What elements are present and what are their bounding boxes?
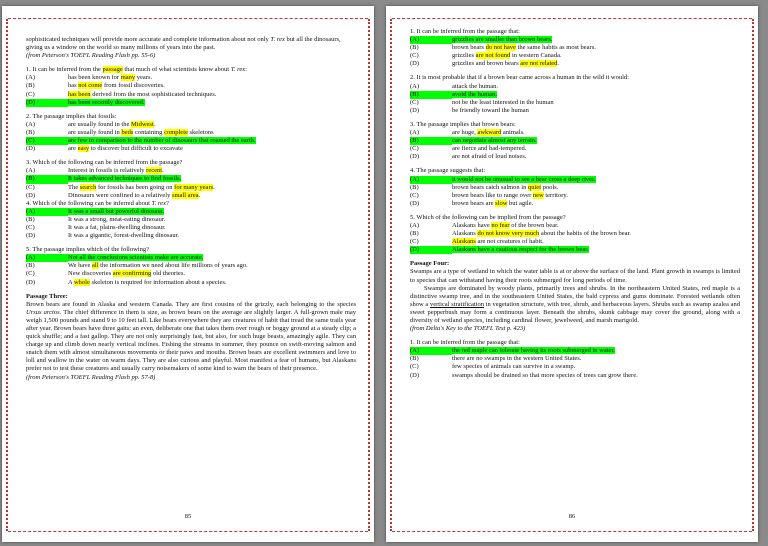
option-b: (B) has not come from fossil discoveries. bbox=[26, 82, 165, 90]
question-1: 1. It can be inferred from the passage that: bbox=[410, 28, 520, 35]
question-2: 2. The passage implies that fossils: bbox=[26, 112, 117, 120]
option-d: (D) A whole skeleton is required for information about a species. bbox=[26, 278, 227, 286]
option-c: (C) The search for fossils has been going on for many years. bbox=[26, 183, 215, 191]
option-c: (C) Alaskans are not creatures of habit. bbox=[410, 238, 544, 246]
option-d: (D) be friendly toward the human bbox=[410, 106, 529, 114]
option-d: (D) swamps should be drained so that more species of trees can grow there. bbox=[410, 371, 638, 379]
question-2: 2. It is most probable that if a brown bear came across a human in the wild it would: bbox=[410, 74, 629, 82]
option-c: (C) are few in comparison to the number of dinosaurs that roamed the earth. bbox=[26, 137, 256, 145]
passage-source: (from Delta's Key to the TOEFL Test p. 423) bbox=[410, 325, 526, 333]
option-c: (C) It was a fat, plains-dwelling dinosaur. bbox=[26, 223, 166, 231]
page-content bbox=[26, 36, 356, 382]
passage-paragraph-1: Swamps are a type of wetland in which the water table is at or above the surface of the land. Plant growth in swamps is limited to species that can withstand having their roots submerged for long periods of time. bbox=[410, 268, 740, 284]
option-b: (B) can negotiate almost any terrain. bbox=[410, 137, 537, 145]
option-d: (D) grizzlies and brown bears are not related. bbox=[410, 60, 560, 68]
option-b: (B) brown bears catch salmon in quiet pools. bbox=[410, 183, 559, 191]
option-b: (B) We have all the information we need about life millions of years ago. bbox=[26, 262, 248, 270]
option-d: (D) are easy to discover but difficult to excavate bbox=[26, 145, 183, 153]
option-c: (C) New discoveries are confirming old theories. bbox=[26, 270, 185, 278]
passage-title: Passage Four: bbox=[410, 260, 450, 268]
option-a: (A) the red maple can tolerate having its roots submerged in water. bbox=[410, 347, 615, 355]
question-1: 1. It can be inferred from the passage that much of what scientists know about T. rex: bbox=[26, 66, 247, 74]
page-content bbox=[410, 28, 740, 380]
option-c: (C) few species of animals can survive in a swamp. bbox=[410, 363, 576, 371]
option-c: (C) has been derived from the most sophisticated techniques. bbox=[26, 90, 217, 98]
option-d: (D) has been recently discovered. bbox=[26, 98, 145, 106]
intro-source: (from Peterson's TOEFL Reading Flash pp. 55-6) bbox=[26, 52, 156, 60]
question-3: 3. Which of the following can be inferred from the passage? bbox=[26, 159, 183, 167]
option-d: (D) Dinosaurs were confined to a relatively small area. bbox=[26, 191, 201, 199]
option-c: (C) are fierce and bad-tempered. bbox=[410, 145, 527, 153]
question-4: 4. The passage suggests that: bbox=[410, 167, 486, 175]
question-5: 5. Which of the following can be implied from the passage? bbox=[410, 213, 566, 221]
option-d: (D) It was a gigantic, forest-dwelling dinosaur. bbox=[26, 232, 180, 240]
passage-text: Brown bears are found in Alaska and western Canada. They are first cousins of the grizzly, each belonging to the species Ursus arctos. The chief difference in them is size, as brown bears on the average are slightly larger. A full-grown male may weigh 1,500 pounds and stand 9 to 10 feet tall. Like bears everywhere they are creatures of habit that tread the same trails year after year. Brown bears have three gaits: an even, deliberate one that takes them over rough or boggy ground at a steady clip; a quick shuffle; and a fast gallop. They are not only surprisingly fast, but also, for such huge beasts, amazingly agile. They can charge up and climb down nearly vertical inclines. Fishing the streams in summer, they pounce on swift-moving salmon and snatch them with almost simultaneous movements or their paws and mouths. Brown bears are excellent swimmers and love to loll and wallow in the water on warm days. They are also curious and playful. Most manifest a fear of humans, but Alaskans prefer not to test these creatures and usually carry noisemakers of some kind to warn the bears of their presence. bbox=[26, 300, 357, 373]
option-b: (B) It was a strong, meat-eating dinosaur. bbox=[26, 215, 166, 223]
option-a: (A) are huge, awkward animals. bbox=[410, 129, 525, 137]
page-86 bbox=[386, 6, 758, 542]
page-number: 85 bbox=[184, 513, 192, 520]
passage-title: Passage Three: bbox=[26, 292, 68, 300]
passage-paragraph-2: Swamps are dominated by woody plants, primarily trees and shrubs. In the northeastern United States, red maple is a distinctive swamp tree, and in the southeastern United States, the bald cypress and gums dominate. Forested wetlands often show a vertical stratification in vegetation structure, with tree, shrub, and herbaceous layers. Shrubs such as swamp azalea and sweet pepperbush may form a continuous layer. Beneath the shrubs, skunk cabbage may cover the ground, along with a diversity of wetland species, including cardinal flower, jewelweed, and marsh marigold. bbox=[410, 284, 740, 324]
option-c: (C) grizzlies are not found in western Canada. bbox=[410, 52, 562, 60]
page-number: 86 bbox=[568, 513, 576, 520]
option-b: (B) brown bears do not have the same habits as most bears. bbox=[410, 44, 596, 52]
question-4: 4. Which of the following can be inferred about T. rex? bbox=[26, 199, 169, 207]
option-a: (A) it would not be unusual to see a bear cross a deep river. bbox=[410, 175, 596, 183]
option-d: (D) are not afraid of loud noises. bbox=[410, 153, 527, 161]
option-b: (B) there are no swamps in the western United States. bbox=[410, 355, 582, 363]
option-a: (A) It was a small but powerful dinosaur. bbox=[26, 207, 165, 215]
option-c: (C) not be the least interested in the human bbox=[410, 98, 554, 106]
option-a: (A) Interest in fossils is relatively recent. bbox=[26, 167, 164, 175]
option-a: (A) has been known for many years. bbox=[26, 74, 153, 82]
question-3: 3. The passage implies that brown bears: bbox=[410, 120, 516, 128]
option-c: (C) brown bears like to range over new territory. bbox=[410, 191, 568, 199]
option-d: (D) brown bears are slow but agile. bbox=[410, 199, 534, 207]
option-a: (A) Alaskans have no fear of the brown bear. bbox=[410, 221, 559, 229]
option-b: (B) It takes advanced techniques to find fossils. bbox=[26, 175, 182, 183]
intro-paragraph: sophisticated techniques will provide more accurate and complete information about not only T. rex but all the dinosaurs, giving us a window on the world so many millions of years into the past. bbox=[26, 36, 341, 52]
option-a: (A) grizzlies are smaller than brown bears. bbox=[410, 36, 553, 44]
option-b: (B) avoid the human. bbox=[410, 90, 497, 98]
option-b: (B) are usually found in beds containing complete skeletons bbox=[26, 128, 214, 136]
option-d: (D) Alaskans have a cautious respect for the brown bear. bbox=[410, 246, 589, 254]
question-5: 5. The passage implies which of the following? bbox=[26, 246, 149, 254]
question-1-passage-four: 1. It can be inferred from the passage that: bbox=[410, 339, 520, 347]
option-a: (A) Not all the conclusions scientists make are accurate. bbox=[26, 254, 204, 262]
option-a: (A) attack the human. bbox=[410, 82, 499, 90]
option-b: (B) Alaskans do not know very much about the habits of the brown bear. bbox=[410, 230, 631, 238]
page-85 bbox=[2, 6, 374, 542]
passage-source: (from Peterson's TOEFL Reading Flash pp. 57-8) bbox=[26, 373, 156, 381]
option-a: (A) are usually found in the Midwest. bbox=[26, 120, 156, 128]
